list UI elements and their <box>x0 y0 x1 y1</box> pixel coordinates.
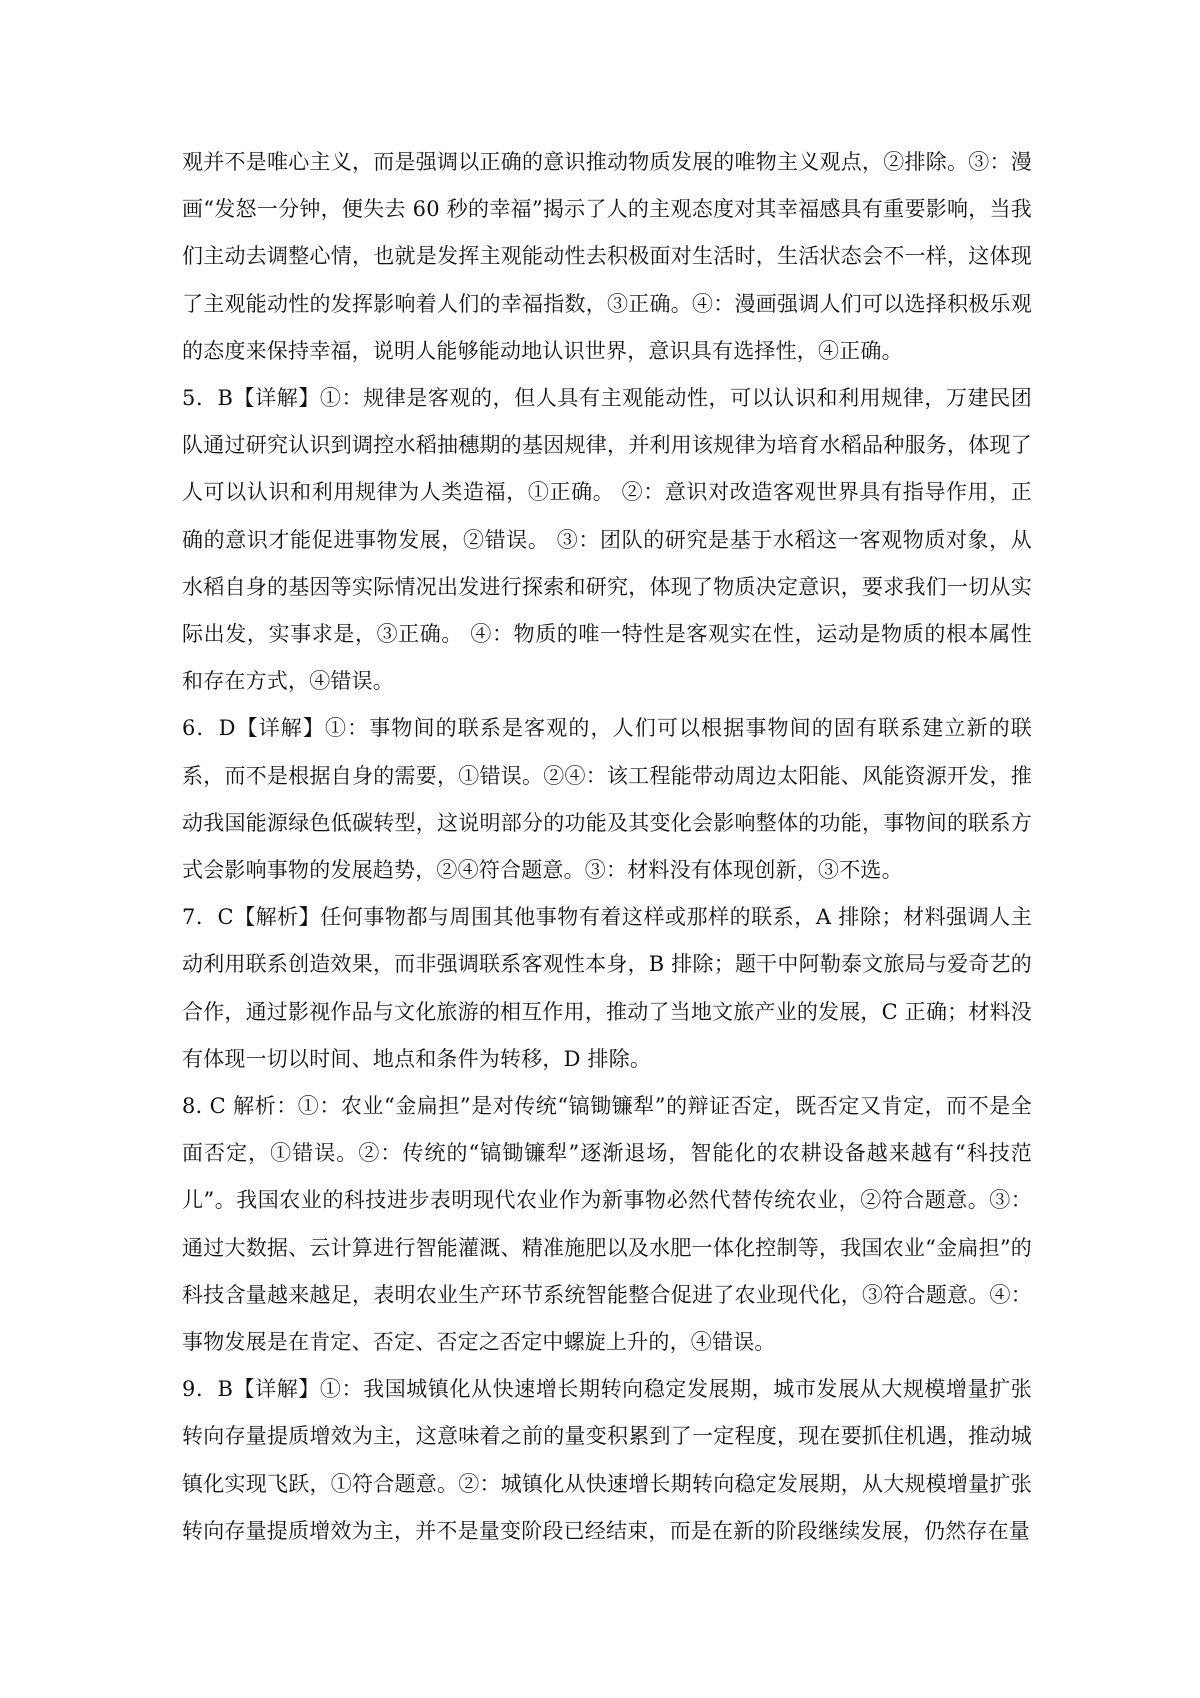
paragraph-q5: 5．B【详解】①：规律是客观的，但人具有主观能动性，可以认识和利用规律，万建民团队通过研究认识到调控水稻抽穗期的基因规律，并利用该规律为培育水稻品种服务，体现了人可以认识和利用规律为人类造福，①正确。 ②：意识对改造客观世界具有指导作用，正确的意识才能促进事物发展，②错误。 ③：团队的研究是基于水稻这一客观物质对象，从水稻自身的基因等实际情况出发进行探索和研究，体现了物质决定意识，要求我们一切从实际出发，实事求是，③正确。 ④：物质的唯一特性是客观实在性，运动是物质的根本属性和存在方式，④错误。 <box>182 386 1032 694</box>
paragraph-continuation-q4: 观并不是唯心主义，而是强调以正确的意识推动物质发展的唯物主义观点，②排除。③：漫画“发怒一分钟，便失去 60 秒的幸福”揭示了人的主观态度对其幸福感具有重要影响，当我们主动去调整心情，也就是发挥主观能动性去积极面对生活时，生活状态会不一样，这体现了主观能动性的发挥影响着人们的幸福指数，③正确。④：漫画强调人们可以选择积极乐观的态度来保持幸福，说明人能够能动地认识世界，意识具有选择性，④正确。 <box>182 150 1032 363</box>
paragraph-q6: 6．D【详解】①：事物间的联系是客观的，人们可以根据事物间的固有联系建立新的联系，而不是根据自身的需要，①错误。②④：该工程能带动周边太阳能、风能资源开发，推动我国能源绿色低碳转型，这说明部分的功能及其变化会影响整体的功能，事物间的联系方式会影响事物的发展趋势，②④符合题意。③：材料没有体现创新，③不选。 <box>182 716 1032 883</box>
paragraph-q9: 9．B【详解】①：我国城镇化从快速增长期转向稳定发展期，城市发展从大规模增量扩张转向存量提质增效为主，这意味着之前的量变积累到了一定程度，现在要抓住机遇，推动城镇化实现飞跃，①符合题意。②：城镇化从快速增长期转向稳定发展期，从大规模增量扩张转向存量提质增效为主，并不是量变阶段已经结束，而是在新的阶段继续发展，仍然存在量 <box>182 1377 1032 1543</box>
answer-explanations <box>182 139 1032 1555</box>
paragraph-q8: 8. C 解析：①：农业“金扁担”是对传统“镐锄镰犁”的辩证否定，既否定又肯定，而不是全面否定，①错误。②：传统的“镐锄镰犁”逐渐退场，智能化的农耕设备越来越有“科技范儿”。我国农业的科技进步表明现代农业作为新事物必然代替传统农业，②符合题意。③：通过大数据、云计算进行智能灌溉、精准施肥以及水肥一体化控制等，我国农业“金扁担”的科技含量越来越足，表明农业生产环节系统智能整合促进了农业现代化，③符合题意。④：事物发展是在肯定、否定、否定之否定中螺旋上升的，④错误。 <box>182 1094 1032 1355</box>
paragraph-q7: 7．C【解析】任何事物都与周围其他事物有着这样或那样的联系，A 排除；材料强调人主动利用联系创造效果，而非强调联系客观性本身，B 排除；题干中阿勒泰文旅局与爱奇艺的合作，通过影视作品与文化旅游的相互作用，推动了当地文旅产业的发展，C 正确；材料没有体现一切以时间、地点和条件为转移，D 排除。 <box>182 905 1032 1071</box>
